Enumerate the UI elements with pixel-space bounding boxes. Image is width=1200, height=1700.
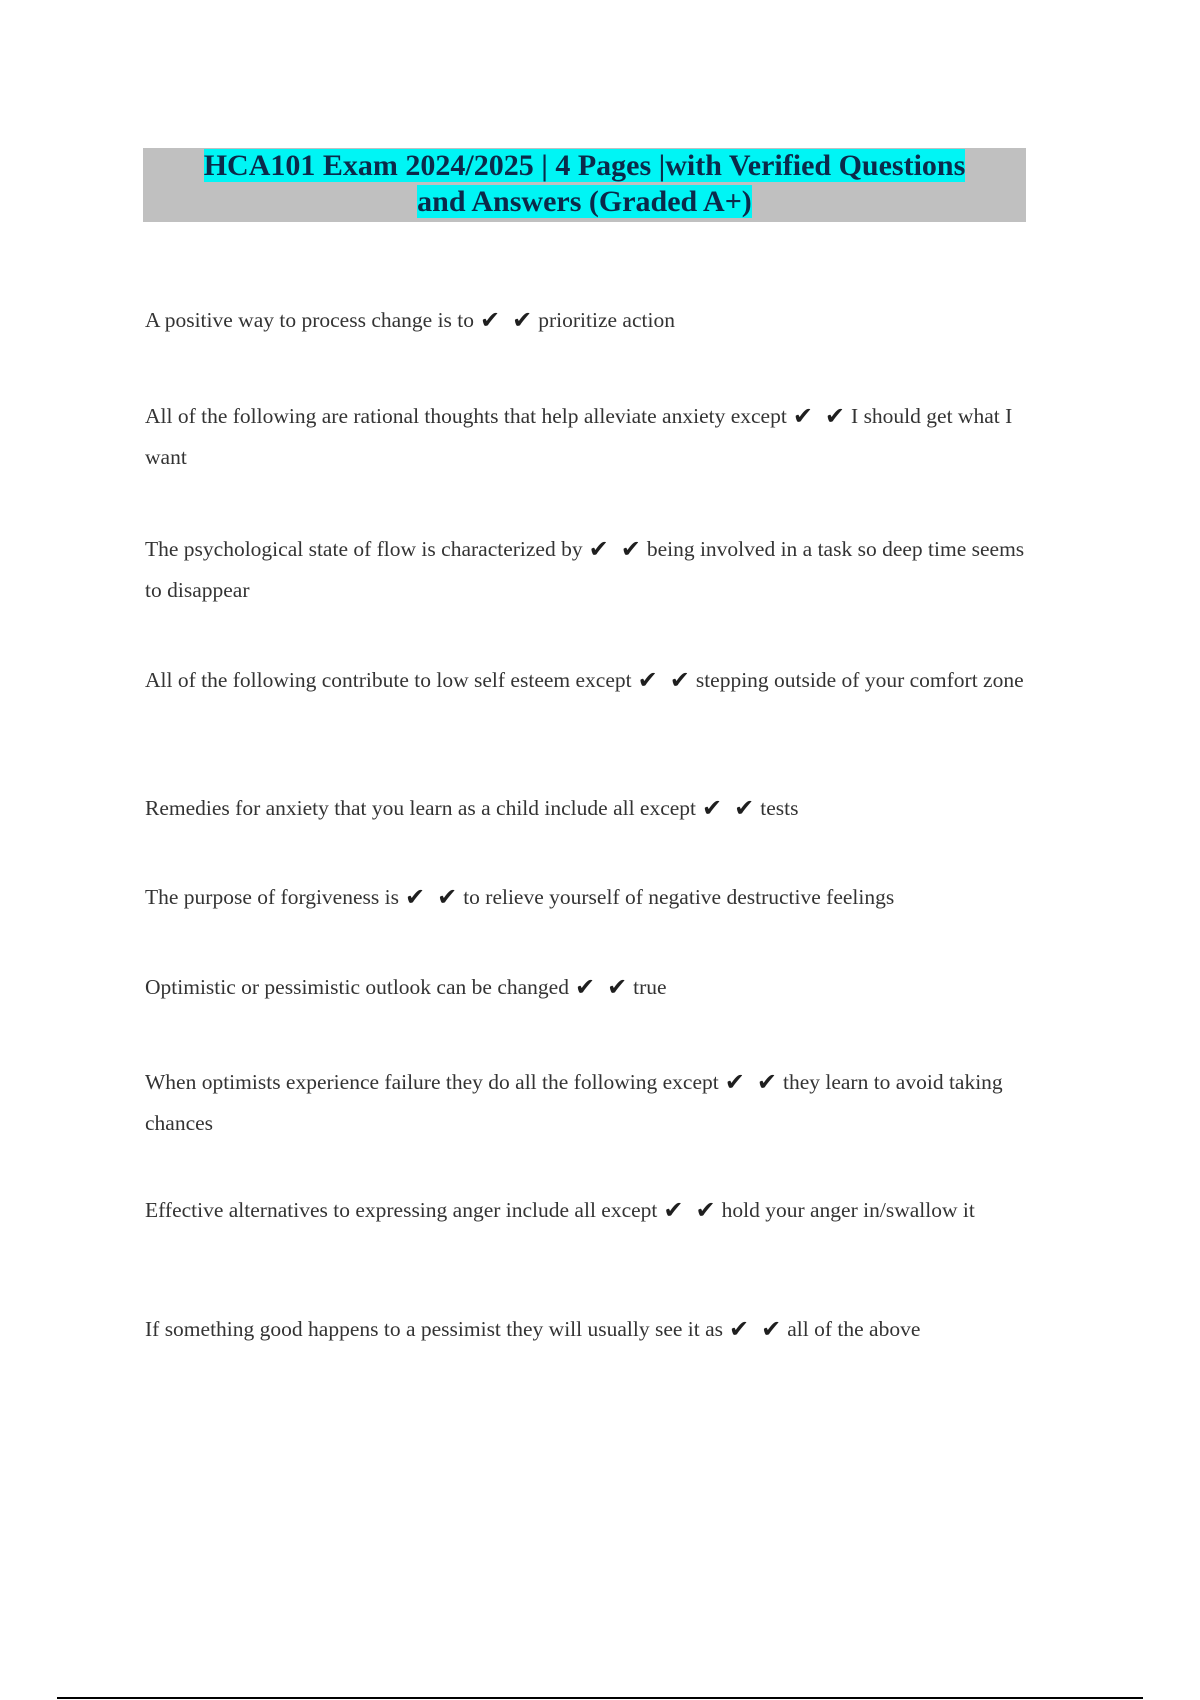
question-text: Remedies for anxiety that you learn as a child include all except: [145, 796, 697, 820]
qa-item: [145, 1309, 1085, 1350]
answer-text: hold your anger in/swallow it: [721, 1198, 975, 1222]
answer-text: to relieve yourself of negative destructive feelings: [463, 885, 895, 909]
answer-text: stepping outside of your comfort zone: [695, 668, 1024, 692]
check-icon: ✔: [702, 794, 723, 822]
check-icon: ✔: [756, 1068, 777, 1096]
check-icon: ✔: [669, 666, 690, 694]
check-icon: ✔: [637, 666, 658, 694]
question-text: The psychological state of flow is characterized by: [145, 537, 583, 561]
check-icon: ✔: [792, 402, 813, 430]
qa-item: [145, 967, 1085, 1008]
check-icon: ✔: [480, 306, 501, 334]
answer-text: prioritize action: [538, 308, 675, 332]
answer-text: they learn to avoid taking chances: [145, 1070, 1003, 1135]
check-icon: ✔: [824, 402, 846, 430]
answer-text: being involved in a task so deep time seems to disappear: [145, 537, 1025, 602]
title-line-1: HCA101 Exam 2024/2025 | 4 Pages |with Verified Questions: [203, 149, 966, 182]
check-icon: ✔: [588, 535, 609, 563]
answer-text: true: [633, 975, 667, 999]
title-line-2: and Answers (Graded A+): [417, 185, 752, 218]
qa-item: [145, 1062, 1005, 1144]
check-icon: ✔: [437, 883, 458, 911]
qa-item: [145, 529, 1045, 611]
answer-text: tests: [760, 796, 799, 820]
check-icon: ✔: [404, 883, 426, 911]
qa-item: [145, 1196, 1090, 1224]
check-icon: ✔: [729, 1315, 750, 1343]
check-icon: ✔: [607, 973, 628, 1001]
check-icon: ✔: [761, 1315, 782, 1343]
check-icon: ✔: [620, 535, 641, 563]
qa-item: [145, 877, 1085, 918]
check-icon: ✔: [695, 1196, 716, 1224]
question-text: A positive way to process change is to: [145, 308, 475, 332]
check-icon: ✔: [734, 794, 755, 822]
question-text: All of the following are rational thoughts that help alleviate anxiety except: [145, 404, 787, 428]
question-text: The purpose of forgiveness is: [145, 885, 399, 909]
qa-item: [145, 396, 1045, 478]
question-text: All of the following contribute to low self esteem except: [145, 668, 632, 692]
qa-item: [145, 660, 1045, 701]
check-icon: ✔: [724, 1068, 745, 1096]
question-text: Optimistic or pessimistic outlook can be changed: [145, 975, 569, 999]
question-text: When optimists experience failure they do all the following except: [145, 1070, 719, 1094]
qa-item: [145, 300, 1085, 341]
question-text: Effective alternatives to expressing anger include all except: [145, 1198, 658, 1222]
check-icon: ✔: [663, 1196, 684, 1224]
check-icon: ✔: [574, 973, 596, 1001]
question-text: If something good happens to a pessimist they will usually see it as: [145, 1317, 724, 1341]
qa-item: [145, 788, 1085, 829]
answer-text: all of the above: [787, 1317, 921, 1341]
footer-divider: [57, 1697, 1143, 1699]
check-icon: ✔: [512, 306, 533, 334]
document-title: [143, 148, 1026, 222]
answer-text: I should get what I want: [145, 404, 1013, 469]
